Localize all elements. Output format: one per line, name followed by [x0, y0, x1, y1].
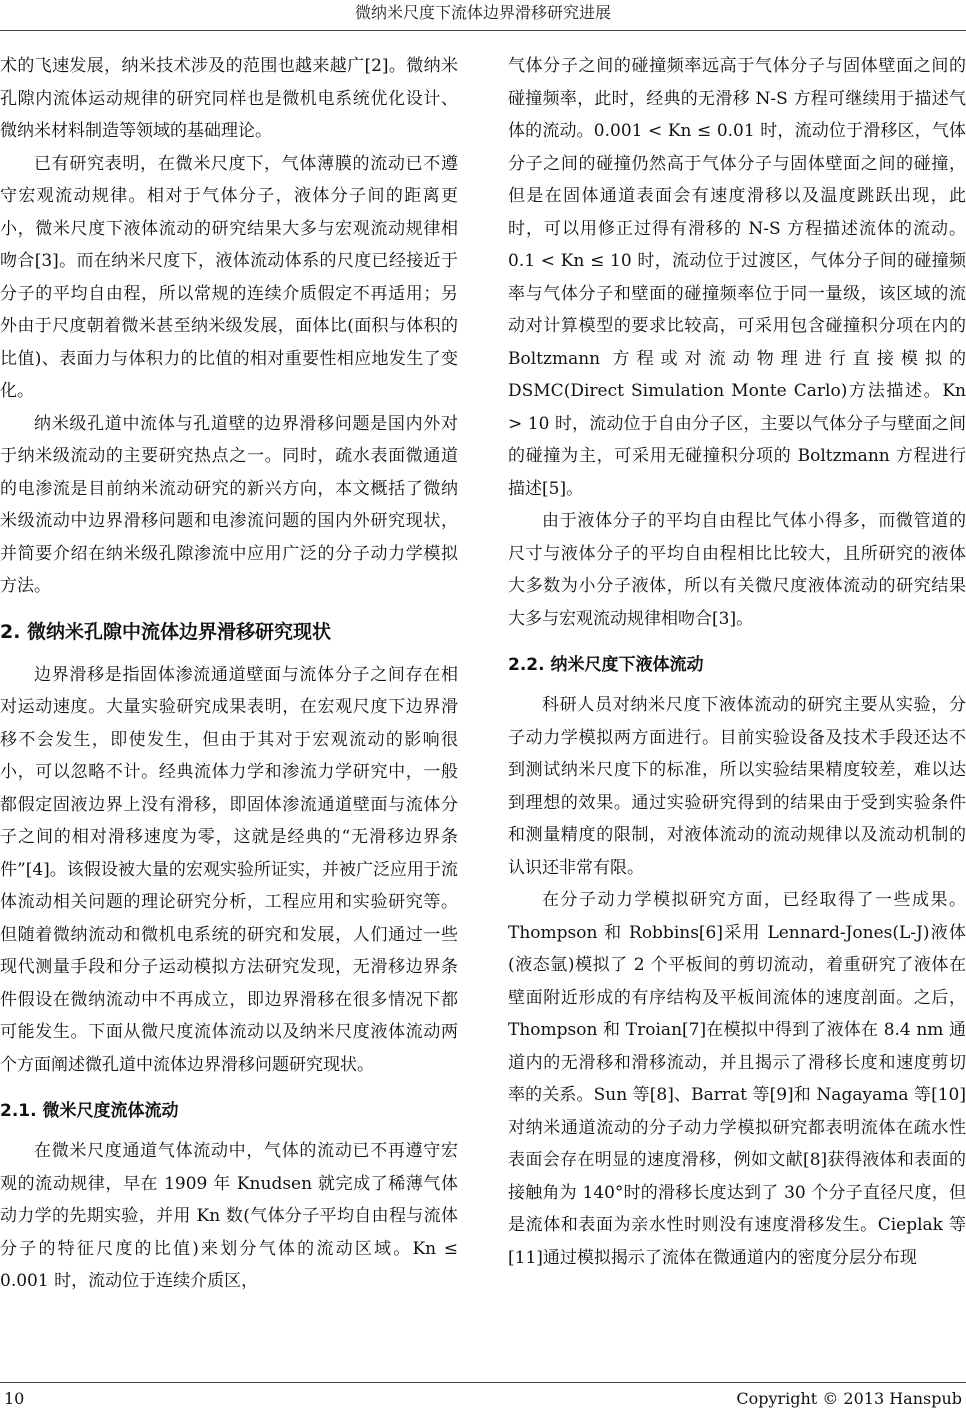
left-column: [0, 50, 458, 1298]
paragraph: 在分子动力学模拟研究方面，已经取得了一些成果。Thompson 和 Robbins[6]采用 Lennard-Jones(L-J)液体(液态氩)模拟了 2 个平板间的剪切流动，着重研究了液体在壁面附近形成的有序结构及平板间流体的速度剖面。之后，Thompson 和 Troian[7]在模拟中得到了液体在 8.4 nm 通道内的无滑移和滑移流动，并且揭示了滑移长度和速度剪切率的关系。Sun 等[8]、Barrat 等[9]和 Nagayama 等[10]对纳米通道流动的分子动力学模拟研究都表明流体在疏水性表面会存在明显的速度滑移，例如文献[8]获得液体和表面的接触角为 140°时的滑移长度达到了 30 个分子直径尺度，但是流体和表面为亲水性时则没有速度滑移发生。Cieplak 等[11]通过模拟揭示了流体在微通道内的密度分层分布现: [508, 890, 966, 1268]
paragraph: 纳米级孔道中流体与孔道壁的边界滑移问题是国内外对于纳米级流动的主要研究热点之一。同时，疏水表面微通道的电渗流是目前纳米流动研究的新兴方向，本文概括了微纳米级流动中边界滑移问题和电渗流问题的国内外研究现状，并简要介绍在纳米级孔隙渗流中应用广泛的分子动力学模拟方法。: [0, 413, 458, 596]
running-header: 微纳米尺度下流体边界滑移研究进展: [354, 3, 611, 22]
subsection-heading: 2.1. 微米尺度流体流动: [0, 1101, 179, 1121]
header-rule: [0, 30, 966, 31]
paragraph: 术的飞速发展，纳米技术涉及的范围也越来越广[2]。微纳米孔隙内流体运动规律的研究同样也是微机电系统优化设计、微纳米材料制造等领域的基础理论。: [0, 56, 458, 141]
right-column: [508, 50, 966, 1274]
subsection-heading: 2.2. 纳米尺度下液体流动: [508, 655, 704, 675]
paragraph: 已有研究表明，在微米尺度下，气体薄膜的流动已不遵守宏观流动规律。相对于气体分子，液体分子间的距离更小，微米尺度下液体流动的研究结果大多与宏观流动规律相吻合[3]。而在纳米尺度下，液体流动体系的尺度已经接近于分子的平均自由程，所以常规的连续介质假定不再适用；另外由于尺度朝着微米甚至纳米级发展，面体比(面积与体积的比值)、表面力与体积力的比值的相对重要性相应地发生了变化。: [0, 153, 458, 401]
paragraph: 由于液体分子的平均自由程比气体小得多，而微管道的尺寸与液体分子的平均自由程相比比较大，且所研究的液体大多数为小分子液体，所以有关微尺度液体流动的研究结果大多与宏观流动规律相吻合[3]。: [508, 511, 966, 629]
section-heading: 2. 微纳米孔隙中流体边界滑移研究现状: [0, 620, 332, 643]
copyright-notice: Copyright © 2013 Hanspub: [736, 1389, 962, 1408]
paragraph: 气体分子之间的碰撞频率远高于气体分子与固体壁面之间的碰撞频率，此时，经典的无滑移 N-S 方程可继续用于描述气体的流动。0.001 < Kn ≤ 0.01 时，流动位于滑移区，气体分子之间的碰撞仍然高于气体分子与固体壁面之间的碰撞，但是在固体通道表面会有速度滑移以及温度跳跃出现，此时，可以用修正过得有滑移的 N-S 方程描述流体的流动。0.1 < Kn ≤ 10 时，流动位于过渡区，气体分子间的碰撞频率与气体分子和壁面的碰撞频率位于同一量级，该区域的流动对计算模型的要求比较高，可采用包含碰撞积分项在内的 Boltzmann 方程或对流动物理进行直接模拟的 DSMC(Direct Simulation Monte Carlo)方法描述。Kn > 10 时，流动位于自由分子区，主要以气体分子与壁面之间的碰撞为主，可采用无碰撞积分项的 Boltzmann 方程进行描述[5]。: [508, 56, 966, 499]
paragraph: 在微米尺度通道气体流动中，气体的流动已不再遵守宏观的流动规律，早在 1909 年 Knudsen 就完成了稀薄气体动力学的先期实验，并用 Kn 数(气体分子平均自由程与流体分子的特征尺度的比值)来划分气体的流动区域。Kn ≤ 0.001 时，流动位于连续介质区，: [0, 1141, 458, 1291]
paragraph: 科研人员对纳米尺度下液体流动的研究主要从实验，分子动力学模拟两方面进行。目前实验设备及技术手段还达不到测试纳米尺度下的标准，所以实验结果精度较差，难以达到理想的效果。通过实验研究得到的结果由于受到实验条件和测量精度的限制，对液体流动的流动规律以及流动机制的认识还非常有限。: [508, 695, 966, 878]
page-number: 10: [4, 1389, 25, 1408]
footer-rule: [0, 1382, 966, 1383]
paragraph: 边界滑移是指固体渗流通道壁面与流体分子之间存在相对运动速度。大量实验研究成果表明，在宏观尺度下边界滑移不会发生，即使发生，但由于其对于宏观流动的影响很小，可以忽略不计。经典流体力学和渗流力学研究中，一般都假定固液边界上没有滑移，即固体渗流通道壁面与流体分子之间的相对滑移速度为零，这就是经典的“无滑移边界条件”[4]。该假设被大量的宏观实验所证实，并被广泛应用于流体流动相关问题的理论研究分析，工程应用和实验研究等。但随着微纳流动和微机电系统的研究和发展，人们通过一些现代测量手段和分子运动模拟方法研究发现，无滑移边界条件假设在微纳流动中不再成立，即边界滑移在很多情况下都可能发生。下面从微尺度流体流动以及纳米尺度液体流动两个方面阐述微孔道中流体边界滑移问题研究现状。: [0, 664, 458, 1075]
